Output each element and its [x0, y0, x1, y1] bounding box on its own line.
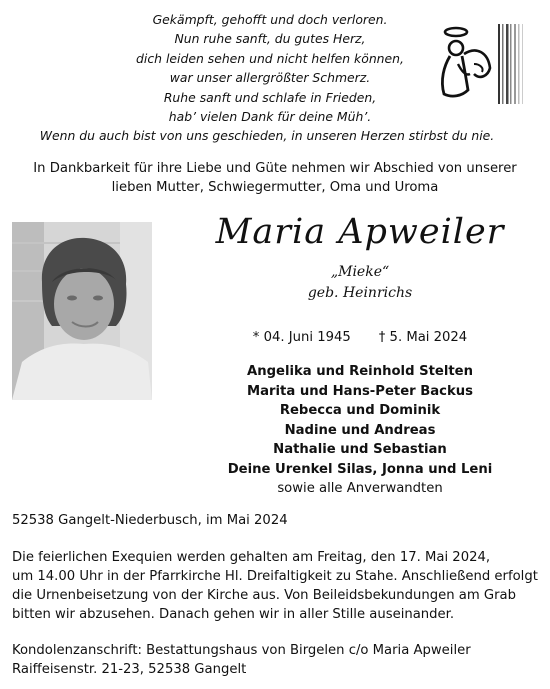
poem-line: Gekämpft, gehofft und doch verloren.: [152, 12, 388, 27]
intro-line: In Dankbarkeit für ihre Liebe und Güte nehmen wir Abschied von unserer: [33, 161, 517, 176]
poem-line: dich leiden sehen und nicht helfen können,: [136, 50, 404, 66]
mourners-list: [190, 362, 530, 499]
mourner: Angelika und Reinhold Stelten: [247, 364, 473, 379]
column-icon: [498, 24, 524, 104]
portrait-photo: [12, 222, 152, 400]
birth-date: * 04. Juni 1945: [252, 330, 351, 345]
intro-text: [0, 159, 550, 197]
funeral-details: [12, 548, 542, 624]
deceased-birth-name: geb. Heinrichs: [307, 285, 413, 301]
mourner: Rebecca und Dominik: [279, 403, 441, 418]
place-and-date: 52538 Gangelt-Niederbusch, im Mai 2024: [12, 513, 288, 528]
condolence-line: Kondolenzanschrift: Bestattungshaus von Birgelen c/o Maria Apweiler: [12, 643, 471, 658]
funeral-line: bitten wir abzusehen. Danach gehen wir in aller Stille auseinander.: [12, 607, 455, 622]
mourner: Deine Urenkel Silas, Jonna und Leni: [227, 461, 493, 477]
poem-line: Nun ruhe sanft, du gutes Herz,: [174, 31, 366, 47]
condolence-line: Raiffeisenstr. 21-23, 52538 Gangelt: [12, 662, 247, 677]
condolence-address: [12, 641, 542, 679]
poem-line: hab’ vielen Dank für deine Müh’.: [168, 109, 372, 125]
angel-icon: [436, 24, 494, 102]
intro-line: lieben Mutter, Schwiegermutter, Oma und Uroma: [111, 180, 439, 195]
life-dates: [190, 330, 530, 345]
poem-line: Ruhe sanft und schlafe in Frieden,: [163, 89, 377, 105]
funeral-line: die Urnenbeisetzung von der Kirche aus. Von Beileidsbekundungen am Grab: [12, 588, 516, 603]
funeral-line: Die feierlichen Exequien werden gehalten am Freitag, den 17. Mai 2024,: [12, 550, 491, 565]
mourners-closing: sowie alle Anverwandten: [277, 481, 443, 496]
funeral-line: um 14.00 Uhr in der Pfarrkirche Hl. Dreifaltigkeit zu Stahe. Anschließend erfolgt: [12, 569, 538, 584]
poem-line: Wenn du auch bist von uns geschieden, in unseren Herzen stirbst du nie.: [39, 128, 495, 144]
mourner: Nadine und Andreas: [284, 422, 436, 438]
mourner: Nathalie und Sebastian: [273, 442, 447, 457]
deceased-nickname: „Mieke“: [330, 264, 390, 280]
deceased-name: Maria Apweiler: [215, 212, 505, 252]
poem-line: war unser allergrößter Schmerz.: [169, 70, 371, 86]
mourner: Marita und Hans-Peter Backus: [246, 383, 474, 399]
death-date: † 5. Mai 2024: [378, 330, 468, 345]
